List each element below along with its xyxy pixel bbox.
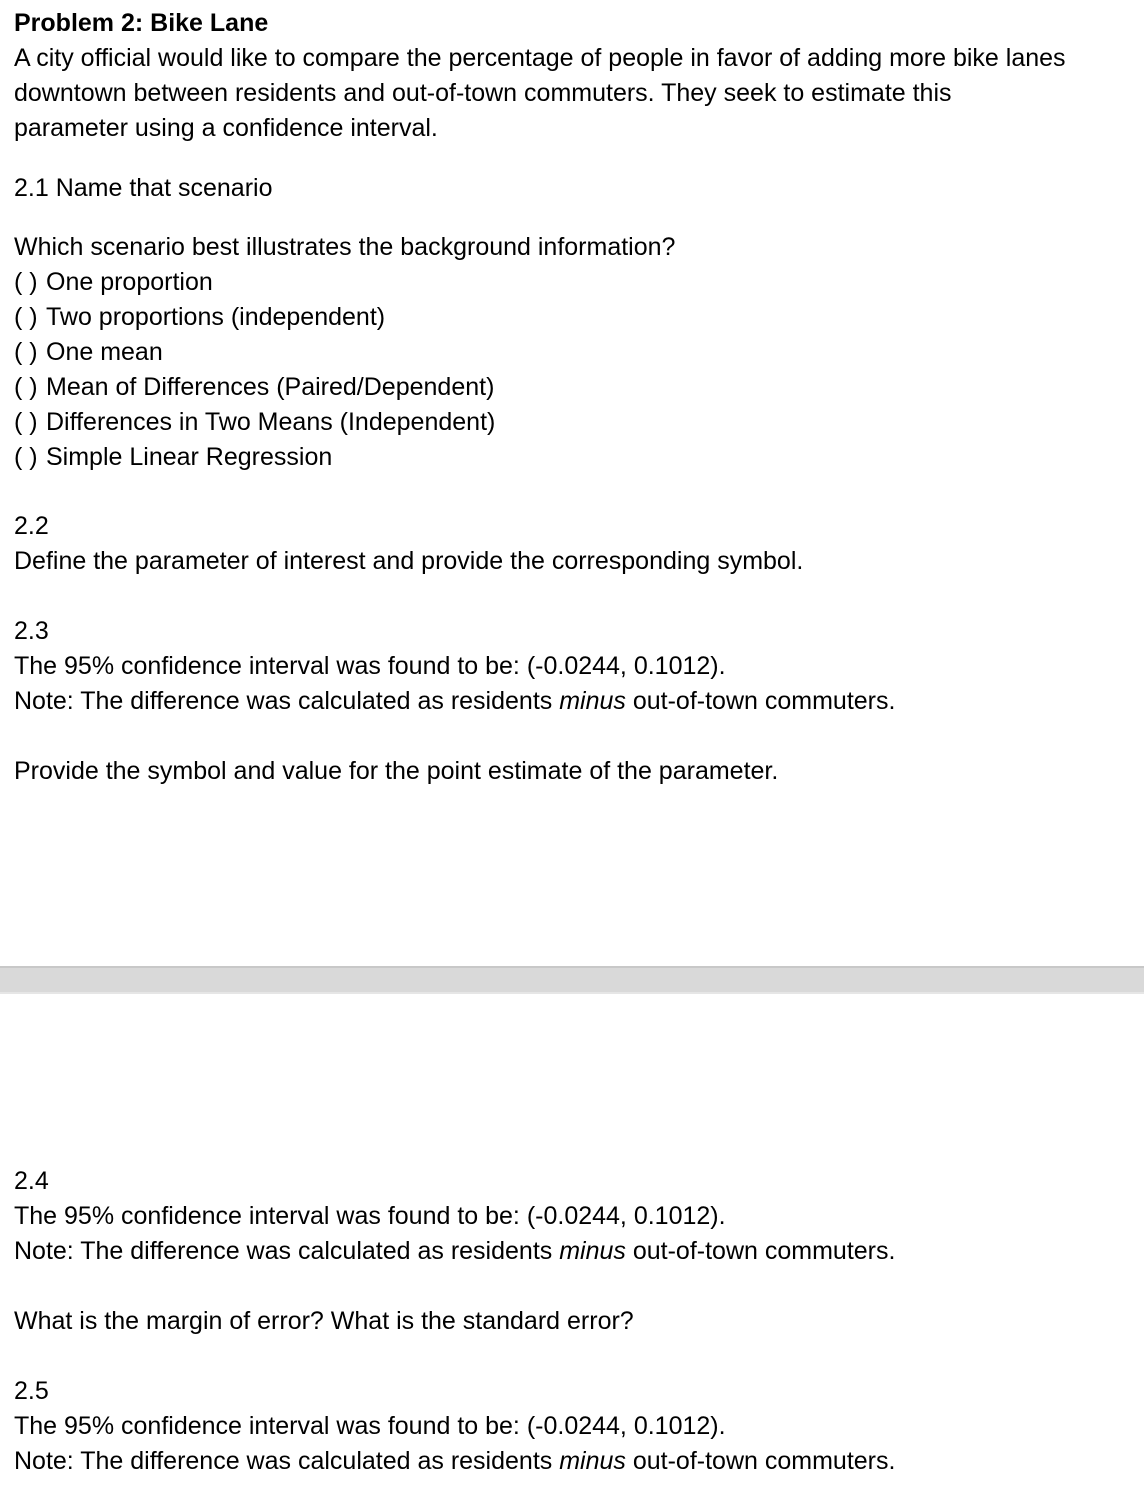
section-2-4-heading: 2.4 <box>14 1167 49 1195</box>
radio-marker[interactable]: ( ) <box>14 303 38 331</box>
intro-line-1: A city official would like to compare the percentage of people in favor of adding more bike lanes <box>14 44 1066 72</box>
section-2-3-question: Provide the symbol and value for the point estimate of the parameter. <box>14 757 779 785</box>
section-2-4-question: What is the margin of error? What is the standard error? <box>14 1307 634 1335</box>
note-text: out-of-town commuters. <box>625 687 896 715</box>
note-text: out-of-town commuters. <box>625 1447 896 1475</box>
option-mean-of-differences[interactable] <box>14 370 1134 405</box>
section-2-3-heading: 2.3 <box>14 617 49 645</box>
radio-marker[interactable]: ( ) <box>14 408 38 436</box>
note-text: Note: The difference was calculated as residents <box>14 687 560 715</box>
note-emphasis: minus <box>559 1447 626 1475</box>
note-emphasis: minus <box>559 1237 626 1265</box>
radio-marker[interactable]: ( ) <box>14 373 38 401</box>
option-label: Simple Linear Regression <box>46 443 333 471</box>
note-text: out-of-town commuters. <box>625 1237 896 1265</box>
radio-marker[interactable]: ( ) <box>14 443 38 471</box>
section-2-1-heading-block <box>14 171 1134 206</box>
radio-marker[interactable]: ( ) <box>14 268 38 296</box>
section-2-1-heading: 2.1 Name that scenario <box>14 174 273 202</box>
section-2-4-ci: The 95% confidence interval was found to be: (-0.0244, 0.1012). <box>14 1202 726 1230</box>
section-2-5-note <box>14 1444 1134 1479</box>
option-simple-linear-regression[interactable] <box>14 440 1134 475</box>
note-text: Note: The difference was calculated as residents <box>14 1237 560 1265</box>
intro-line-3: parameter using a confidence interval. <box>14 114 438 142</box>
option-label: Mean of Differences (Paired/Dependent) <box>46 373 495 401</box>
option-differences-two-means[interactable] <box>14 405 1134 440</box>
section-2-3-note <box>14 684 1134 719</box>
option-label: Two proportions (independent) <box>46 303 386 331</box>
section-2-4-question-block <box>14 1304 1134 1339</box>
section-2-4-note <box>14 1234 1134 1269</box>
section-2-4 <box>14 1164 1134 1269</box>
section-2-1-question-block <box>14 230 1134 475</box>
section-2-3-question-block <box>14 754 1134 789</box>
section-2-2-text: Define the parameter of interest and provide the corresponding symbol. <box>14 547 804 575</box>
problem-header <box>14 6 1134 146</box>
option-label: Differences in Two Means (Independent) <box>46 408 496 436</box>
intro-line-2: downtown between residents and out-of-town commuters. They seek to estimate this <box>14 79 952 107</box>
note-emphasis: minus <box>559 687 626 715</box>
option-one-proportion[interactable] <box>14 265 1134 300</box>
option-label: One mean <box>46 338 163 366</box>
option-one-mean[interactable] <box>14 335 1134 370</box>
section-2-3 <box>14 614 1134 719</box>
section-2-3-ci: The 95% confidence interval was found to be: (-0.0244, 0.1012). <box>14 652 726 680</box>
section-2-5 <box>14 1374 1134 1479</box>
option-label: One proportion <box>46 268 213 296</box>
option-two-proportions[interactable] <box>14 300 1134 335</box>
section-2-2-heading: 2.2 <box>14 512 49 540</box>
section-2-2 <box>14 509 1134 579</box>
radio-marker[interactable]: ( ) <box>14 338 38 366</box>
problem-title: Problem 2: Bike Lane <box>14 9 269 37</box>
section-2-5-ci: The 95% confidence interval was found to be: (-0.0244, 0.1012). <box>14 1412 726 1440</box>
section-2-5-heading: 2.5 <box>14 1377 49 1405</box>
page-break <box>0 966 1144 994</box>
note-text: Note: The difference was calculated as residents <box>14 1447 560 1475</box>
scenario-question: Which scenario best illustrates the background information? <box>14 233 676 261</box>
